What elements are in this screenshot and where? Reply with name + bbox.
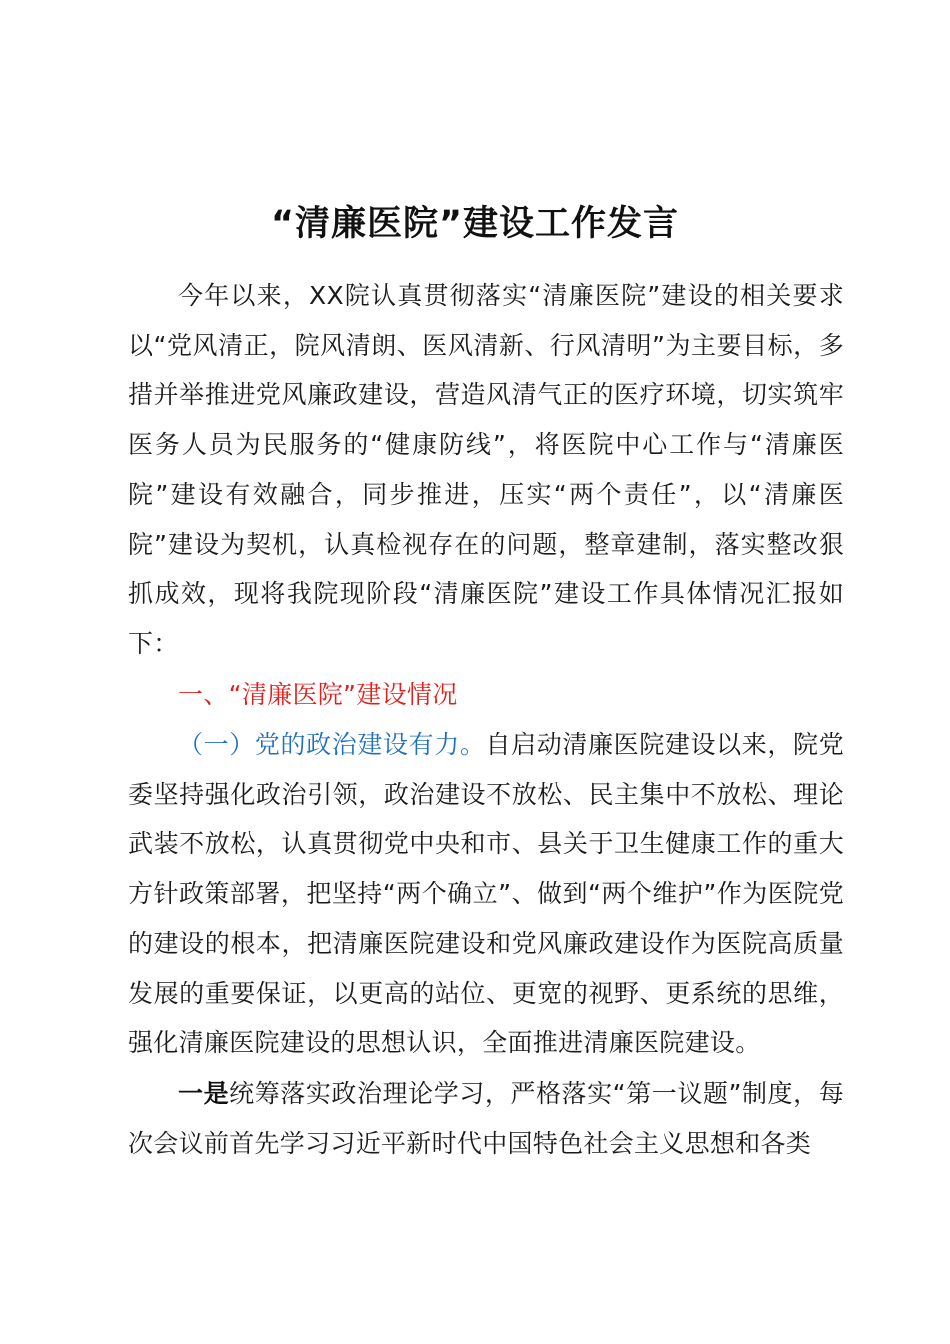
- section-heading: 一、“清廉医院”建设情况: [178, 680, 458, 709]
- subsection-paragraph: [128, 720, 844, 1068]
- intro-paragraph: 今年以来，XX院认真贯彻落实“清廉医院”建设的相关要求以“党风清正，院风清朗、医风清新、行风清明”为主要目标，多措并举推进党风廉政建设，营造风清气正的医疗环境，切实筑牢医务人员为民服务的“健康防线”，将医院中心工作与“清廉医院”建设有效融合，同步推进，压实“两个责任”，以“清廉医院”建设为契机，认真检视存在的问题，整章建制，落实整改狠抓成效，现将我院现阶段“清廉医院”建设工作具体情况汇报如下：: [128, 281, 844, 658]
- subsection-label: （一）党的政治建设有力。: [178, 730, 486, 759]
- point-lead: 一是: [178, 1079, 230, 1108]
- subsection-text: 自启动清廉医院建设以来，院党委坚持强化政治引领，政治建设不放松、民主集中不放松、理论武装不放松，认真贯彻党中央和市、县关于卫生健康工作的重大方针政策部署，把坚持“两个确立”、做到“两个维护”作为医院党的建设的根本，把清廉医院建设和党风廉政建设作为医院高质量发展的重要保证，以更高的站位、更宽的视野、更系统的思维，强化清廉医院建设的思想认识，全面推进清廉医院建设。: [128, 730, 844, 1058]
- point-paragraph: [128, 1069, 844, 1168]
- point-text: 统筹落实政治理论学习，严格落实“第一议题”制度，每次会议前首先学习习近平新时代中国特色社会主义思想和各类: [128, 1079, 844, 1158]
- document-title: “清廉医院”建设工作发言: [270, 204, 679, 244]
